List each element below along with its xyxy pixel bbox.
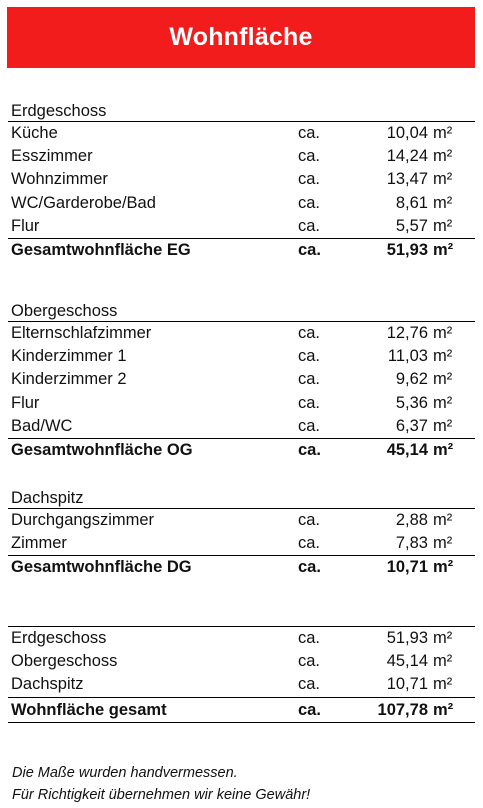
area-unit: m²	[433, 347, 453, 366]
area-unit: m²	[433, 534, 453, 553]
section-erdgeschoss	[8, 101, 475, 262]
section-heading: Erdgeschoss	[8, 101, 475, 122]
area-unit: m²	[433, 652, 453, 671]
area-value: 13,47	[386, 170, 428, 189]
approx-label: ca.	[298, 216, 321, 235]
section-summary	[8, 626, 475, 723]
section-dachspitz	[8, 488, 475, 580]
table-row	[8, 122, 475, 145]
approx-label: ca.	[298, 440, 321, 459]
approx-label: ca.	[298, 393, 321, 412]
room-name: Zimmer	[11, 534, 67, 553]
table-row	[8, 392, 475, 415]
grand-total-row	[8, 697, 475, 723]
room-name: Küche	[11, 124, 58, 142]
section-total-row	[8, 238, 475, 262]
approx-label: ca.	[298, 124, 321, 142]
approx-label: ca.	[298, 629, 321, 647]
area-value: 2,88	[395, 511, 428, 529]
area-value: 12,76	[386, 324, 428, 342]
room-name: Wohnzimmer	[11, 170, 108, 189]
approx-label: ca.	[298, 324, 321, 342]
total-label: Gesamtwohnfläche OG	[11, 440, 193, 459]
section-total-row	[8, 555, 475, 579]
area-unit: m²	[433, 240, 454, 259]
total-value: 45,14	[386, 440, 428, 459]
area-value: 7,83	[395, 534, 428, 553]
room-name: Kinderzimmer 2	[11, 370, 127, 389]
area-value: 51,93	[386, 629, 428, 647]
table-row	[8, 532, 475, 555]
table-row	[8, 415, 475, 438]
area-unit: m²	[433, 170, 453, 189]
room-name: Flur	[11, 216, 40, 235]
grand-total-value: 107,78	[377, 700, 428, 719]
room-name: Bad/WC	[11, 416, 73, 435]
area-unit: m²	[433, 324, 453, 342]
approx-label: ca.	[298, 193, 321, 212]
room-name: Durchgangszimmer	[11, 511, 155, 529]
area-value: 11,03	[387, 347, 428, 366]
floor-name: Dachspitz	[11, 675, 84, 694]
approx-label: ca.	[298, 511, 321, 529]
room-name: Esszimmer	[11, 147, 93, 166]
approx-label: ca.	[298, 534, 321, 553]
approx-label: ca.	[298, 700, 321, 719]
total-value: 51,93	[386, 240, 428, 259]
table-row	[8, 168, 475, 191]
approx-label: ca.	[298, 240, 321, 259]
area-value: 10,04	[386, 124, 428, 142]
disclaimer-note	[12, 762, 310, 806]
area-value: 45,14	[386, 652, 428, 671]
area-unit: m²	[433, 124, 453, 142]
area-value: 5,36	[395, 393, 428, 412]
area-value: 9,62	[395, 370, 428, 389]
approx-label: ca.	[298, 147, 321, 166]
area-value: 8,61	[395, 193, 428, 212]
area-unit: m²	[433, 416, 453, 435]
area-unit: m²	[433, 216, 453, 235]
approx-label: ca.	[298, 347, 321, 366]
area-unit: m²	[433, 700, 454, 719]
area-unit: m²	[433, 629, 453, 647]
note-line: Die Maße wurden handvermessen.	[12, 765, 238, 781]
area-unit: m²	[433, 370, 453, 389]
room-name: WC/Garderobe/Bad	[11, 193, 156, 212]
table-row	[8, 368, 475, 391]
area-unit: m²	[433, 675, 453, 694]
table-row	[8, 650, 475, 673]
table-row	[8, 627, 475, 650]
area-unit: m²	[433, 440, 454, 459]
area-value: 6,37	[395, 416, 428, 435]
area-value: 5,57	[395, 216, 428, 235]
room-name: Elternschlafzimmer	[11, 324, 152, 342]
table-row	[8, 673, 475, 696]
table-row	[8, 345, 475, 368]
approx-label: ca.	[298, 652, 321, 671]
table-row	[8, 145, 475, 168]
grand-total-label: Wohnfläche gesamt	[11, 700, 167, 719]
section-total-row	[8, 438, 475, 462]
room-name: Flur	[11, 393, 40, 412]
page-title: Wohnfläche	[7, 7, 475, 68]
area-unit: m²	[433, 558, 454, 577]
approx-label: ca.	[298, 558, 321, 577]
section-heading: Obergeschoss	[8, 301, 475, 322]
total-label: Gesamtwohnfläche DG	[11, 558, 192, 577]
room-name: Kinderzimmer 1	[11, 347, 127, 366]
table-row	[8, 215, 475, 238]
section-heading: Dachspitz	[8, 488, 475, 509]
approx-label: ca.	[298, 675, 321, 694]
floor-name: Erdgeschoss	[11, 629, 107, 647]
total-value: 10,71	[386, 558, 428, 577]
area-unit: m²	[433, 393, 453, 412]
area-unit: m²	[433, 193, 453, 212]
approx-label: ca.	[298, 170, 321, 189]
section-obergeschoss	[8, 301, 475, 462]
note-line: Für Richtigkeit übernehmen wir keine Gewähr!	[12, 787, 311, 803]
table-row	[8, 322, 475, 345]
table-row	[8, 192, 475, 215]
table-row	[8, 509, 475, 532]
area-unit: m²	[433, 511, 453, 529]
total-label: Gesamtwohnfläche EG	[11, 240, 191, 259]
area-unit: m²	[433, 147, 453, 166]
area-value: 14,24	[386, 147, 428, 166]
floor-name: Obergeschoss	[11, 652, 118, 671]
approx-label: ca.	[298, 370, 321, 389]
area-value: 10,71	[386, 675, 428, 694]
approx-label: ca.	[298, 416, 321, 435]
